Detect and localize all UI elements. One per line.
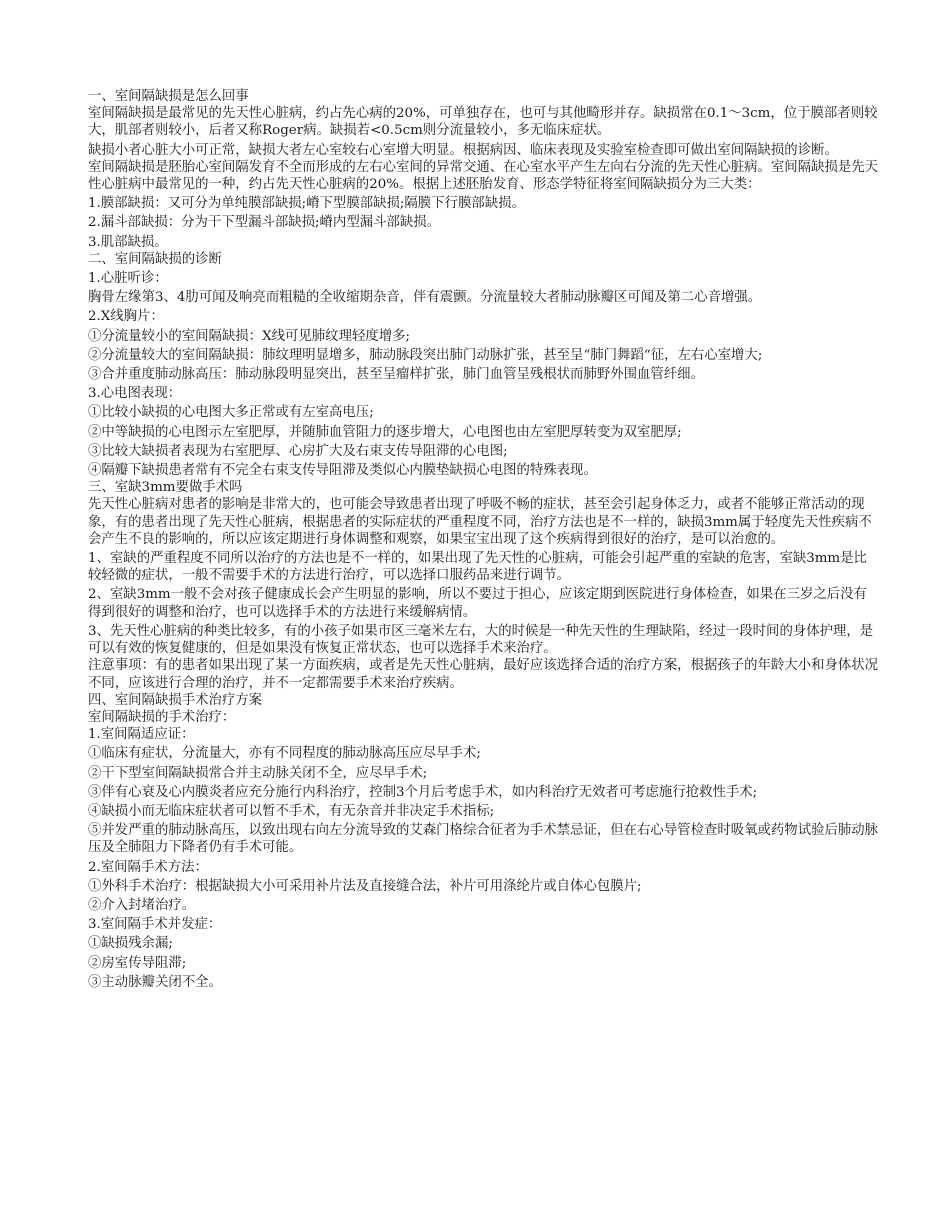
sub-heading: 3.心电图表现： [88, 386, 182, 402]
list-item: ③合并重度肺动脉高压：肺动脉段明显突出，甚至呈瘤样扩张，肺门血管呈残根状而肺野外围血管纤细。 [88, 367, 704, 383]
list-item: ①比较小缺损的心电图大多正常或有左室高电压; [88, 405, 374, 421]
list-item: ②中等缺损的心电图示左室肥厚，并随肺血管阻力的逐步增大，心电图也由左室肥厚转变为双室肥厚; [88, 424, 682, 440]
list-item: ②房室传导阻滞; [88, 955, 187, 971]
list-item: ⑤并发严重的肺动脉高压，以致出现右向左分流导致的艾森门格综合征者为手术禁忌证，但在右心导管检查时吸氧或药物试验后肺动脉压及全肺阻力下降者仍有手术可能。 [88, 823, 879, 856]
paragraph: 1、室缺的严重程度不同所以治疗的方法也是不一样的，如果出现了先天性的心脏病，可能会引起严重的室缺的危害，室缺3mm是比较轻微的症状，一般不需要手术的方法进行治疗，可以选择口服药品来进行调节。 [88, 551, 867, 584]
sub-heading: 3.室间隔手术并发症： [88, 917, 222, 933]
list-item: ③伴有心衰及心内膜炎者应充分施行内科治疗，控制3个月后考虑手术，如内科治疗无效者可考虑施行抢救性手术; [88, 784, 758, 800]
paragraph: 缺损小者心脏大小可正常，缺损大者左心室较右心室增大明显。根据病因、临床表现及实验室检查即可做出室间隔缺损的诊断。 [88, 142, 838, 158]
paragraph: 室间隔缺损的手术治疗： [88, 709, 236, 725]
list-item: ②介入封堵治疗。 [88, 897, 196, 913]
section-heading-4: 四、室间隔缺损手术治疗方案 [88, 692, 263, 708]
list-item: ①外科手术治疗：根据缺损大小可采用补片法及直接缝合法，补片可用涤纶片或自体心包膜片; [88, 878, 642, 894]
list-item: ③比较大缺损者表现为右室肥厚、心房扩大及右束支传导阻滞的心电图; [88, 443, 508, 459]
sub-heading: 1.心脏听诊： [88, 271, 168, 287]
list-item: 1.膜部缺损：又可分为单纯膜部缺损;嵴下型膜部缺损;隔膜下行膜部缺损。 [88, 196, 525, 212]
list-item: ②分流量较大的室间隔缺损：肺纹理明显增多，肺动脉段突出肺门动脉扩张，甚至呈“肺门舞蹈“征，左右心室增大; [88, 347, 763, 363]
list-item: ①临床有症状，分流量大，亦有不同程度的肺动脉高压应尽早手术; [88, 746, 481, 762]
section-heading-2: 二、室间隔缺损的诊断 [88, 251, 222, 267]
list-item: ②干下型室间隔缺损常合并主动脉关闭不全，应尽早手术; [88, 765, 428, 781]
sub-heading: 2.X线胸片： [88, 309, 164, 325]
list-item: ①缺损残余漏; [88, 936, 173, 952]
list-item: 2.漏斗部缺损：分为干下型漏斗部缺损;嵴内型漏斗部缺损。 [88, 215, 441, 231]
list-item: 3.肌部缺损。 [88, 234, 168, 250]
sub-heading: 1.室间隔适应证： [88, 727, 195, 743]
paragraph: 2、室缺3mm一般不会对孩子健康成长会产生明显的影响，所以不要过于担心，应该定期到医院进行身体检查，如果在三岁之后没有得到很好的调整和治疗，也可以选择手术的方法进行来缓解病情。 [88, 587, 867, 620]
paragraph: 注意事项：有的患者如果出现了某一方面疾病，或者是先天性心脏病，最好应该选择合适的治疗方案，根据孩子的年龄大小和身体状况不同，应该进行合理的治疗，并不一定都需要手术来治疗疾病。 [88, 658, 879, 691]
paragraph: 先天性心脏病对患者的影响是非常大的，也可能会导致患者出现了呼吸不畅的症状，甚至会引起身体乏力，或者不能够正常活动的现象，有的患者出现了先天性心脏病，根据患者的实际症状的严重程度不同，治疗方法也是不一样的，缺损3mm属于轻度先天性疾病不会产生不良的影响的，所以应该定期进行身体调整和观察，如果宝宝出现了这个疾病得到很好的治疗，是可以治愈的。 [88, 497, 872, 547]
list-item: ④缺损小而无临床症状者可以暂不手术，有无杂音并非决定手术指标; [88, 803, 495, 819]
paragraph: 胸骨左缘第3、4肋可闻及响亮而粗糙的全收缩期杂音，伴有震颤。分流量较大者肺动脉瓣区可闻及第二心音增强。 [88, 290, 762, 306]
paragraph: 室间隔缺损是最常见的先天性心脏病，约占先心病的20%，可单独存在，也可与其他畸形并存。缺损常在0.1～3cm，位于膜部者则较大，肌部者则较小，后者又称Roger病。缺损若<0.5cm则分流量较小，多无临床症状。 [88, 106, 878, 139]
list-item: ③主动脉瓣关闭不全。 [88, 974, 222, 990]
paragraph: 室间隔缺损是胚胎心室间隔发育不全而形成的左右心室间的异常交通、在心室水平产生左向右分流的先天性心脏病。室间隔缺损是先天性心脏病中最常见的一种，约占先天性心脏病的20%。根据上述胚胎发育、形态学特征将室间隔缺损分为三大类： [88, 159, 879, 193]
sub-heading: 2.室间隔手术方法： [88, 859, 208, 875]
paragraph: 3、先天性心脏病的种类比较多，有的小孩子如果市区三毫米左右，大的时候是一种先天性的生理缺陷，经过一段时间的身体护理，是可以有效的恢复健康的，但是如果没有恢复正常状态，也可以选择手术来治疗。 [88, 623, 874, 657]
section-heading-3: 三、室缺3mm要做手术吗 [88, 480, 243, 496]
list-item: ①分流量较小的室间隔缺损：X线可见肺纹理轻度增多; [88, 328, 411, 344]
list-item: ④隔瓣下缺损患者常有不完全右束支传导阻滞及类似心内膜垫缺损心电图的特殊表现。 [88, 463, 597, 479]
section-heading-1: 一、室间隔缺损是怎么回事 [88, 89, 249, 104]
